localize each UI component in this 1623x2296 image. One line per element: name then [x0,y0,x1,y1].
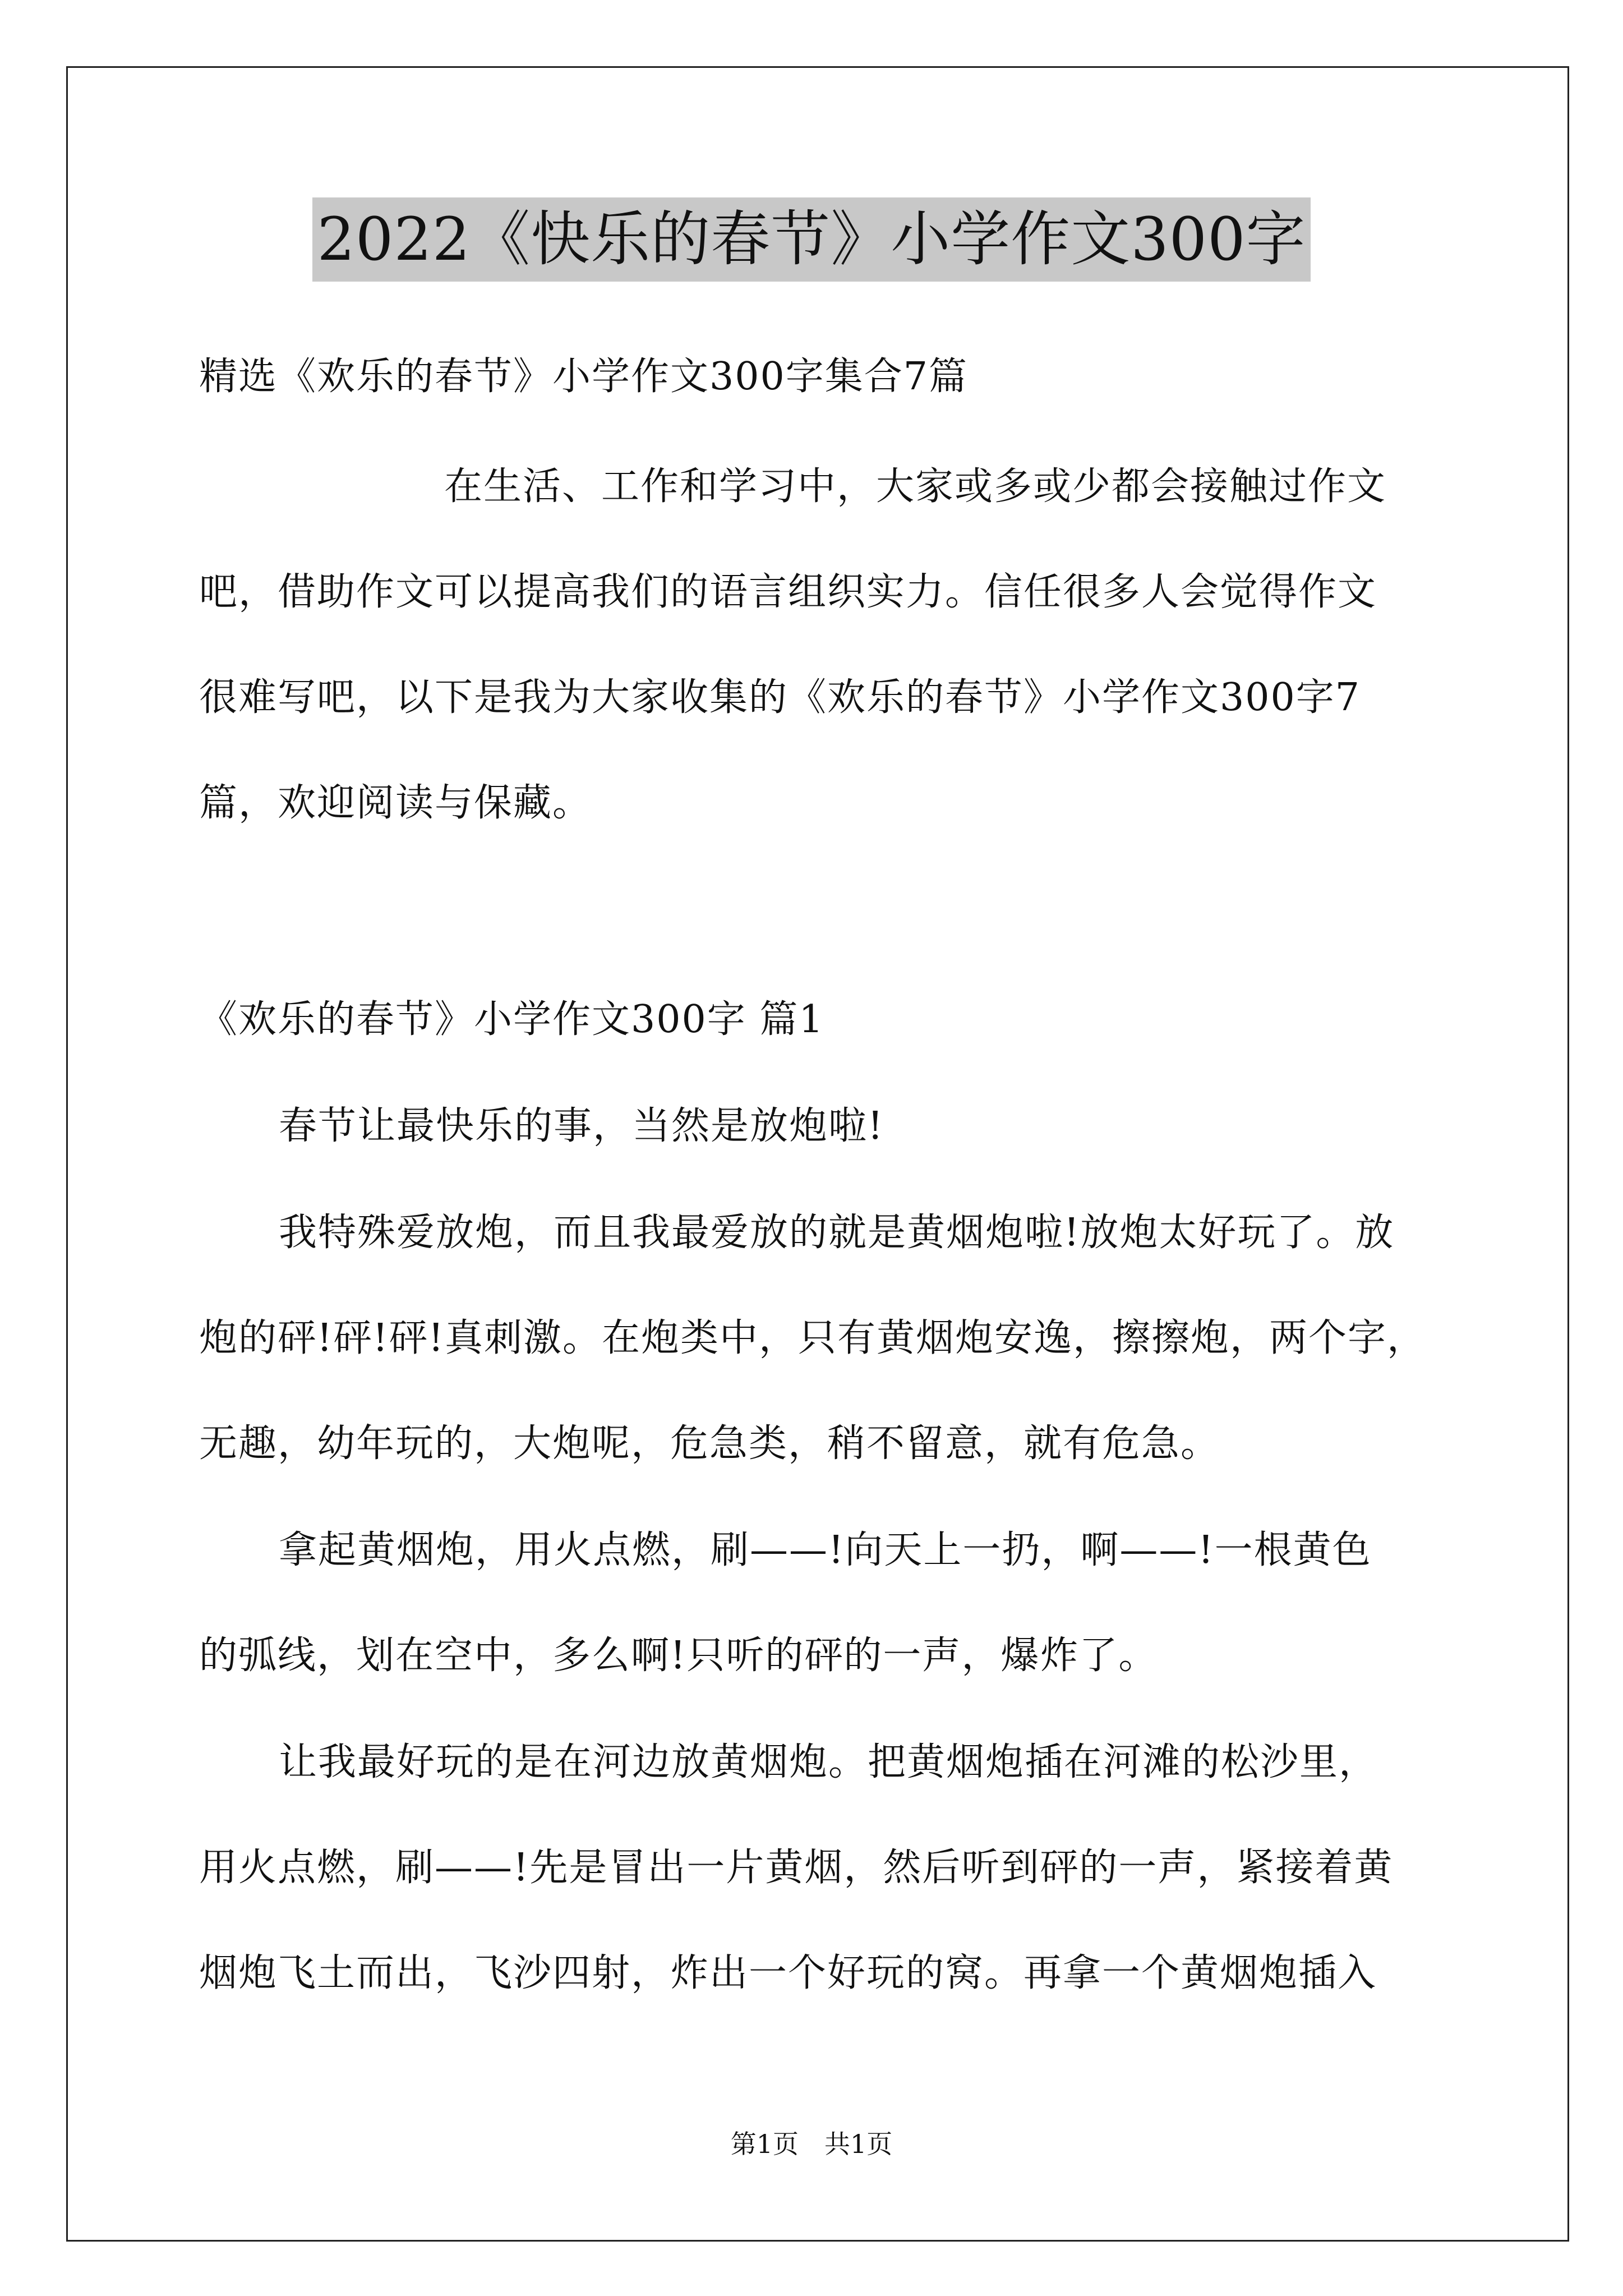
page-footer: 第1页 共1页 [730,2129,893,2159]
para-2-line-3: 无趣，幼年玩的，大炮呢，危急类，稍不留意，就有危急。 [199,1421,1220,1466]
para-2-line-2: 炮的砰!砰!砰!真刺激。在炮类中，只有黄烟炮安逸，擦擦炮，两个字， [199,1316,1426,1360]
para-4-line-2: 用火点燃，刷——!先是冒出一片黄烟，然后听到砰的一声，紧接着黄 [199,1846,1394,1890]
title-wrap [0,197,1623,282]
para-3-line-1: 拿起黄烟炮，用火点燃，刷——!向天上一扔，啊——!一根黄色 [279,1528,1372,1572]
intro-line-2: 吧，借助作文可以提高我们的语言组织实力。信任很多人会觉得作文 [199,570,1377,614]
para-3-line-2: 的弧线，划在空中，多么啊!只听的砰的一声，爆炸了。 [199,1634,1158,1678]
para-4-line-1: 让我最好玩的是在河边放黄烟炮。把黄烟炮插在河滩的松沙里， [279,1740,1378,1784]
para-4-line-3: 烟炮飞土而出，飞沙四射，炸出一个好玩的窝。再拿一个黄烟炮插入 [199,1951,1377,1995]
para-1-line-1: 春节让最快乐的事，当然是放炮啦! [279,1104,884,1148]
intro-line-4: 篇，欢迎阅读与保藏。 [199,781,592,825]
document-title: 2022《快乐的春节》小学作文300字 [312,197,1310,282]
intro-line-3: 很难写吧，以下是我为大家收集的《欢乐的春节》小学作文300字7 [199,675,1361,720]
section-heading: 《欢乐的春节》小学作文300字 篇1 [199,997,824,1042]
subtitle-line: 精选《欢乐的春节》小学作文300字集合7篇 [199,355,969,399]
intro-line-1: 在生活、工作和学习中，大家或多或少都会接触过作文 [444,464,1387,509]
para-2-line-1: 我特殊爱放炮，而且我最爱放的就是黄烟炮啦!放炮太好玩了。放 [279,1211,1395,1255]
